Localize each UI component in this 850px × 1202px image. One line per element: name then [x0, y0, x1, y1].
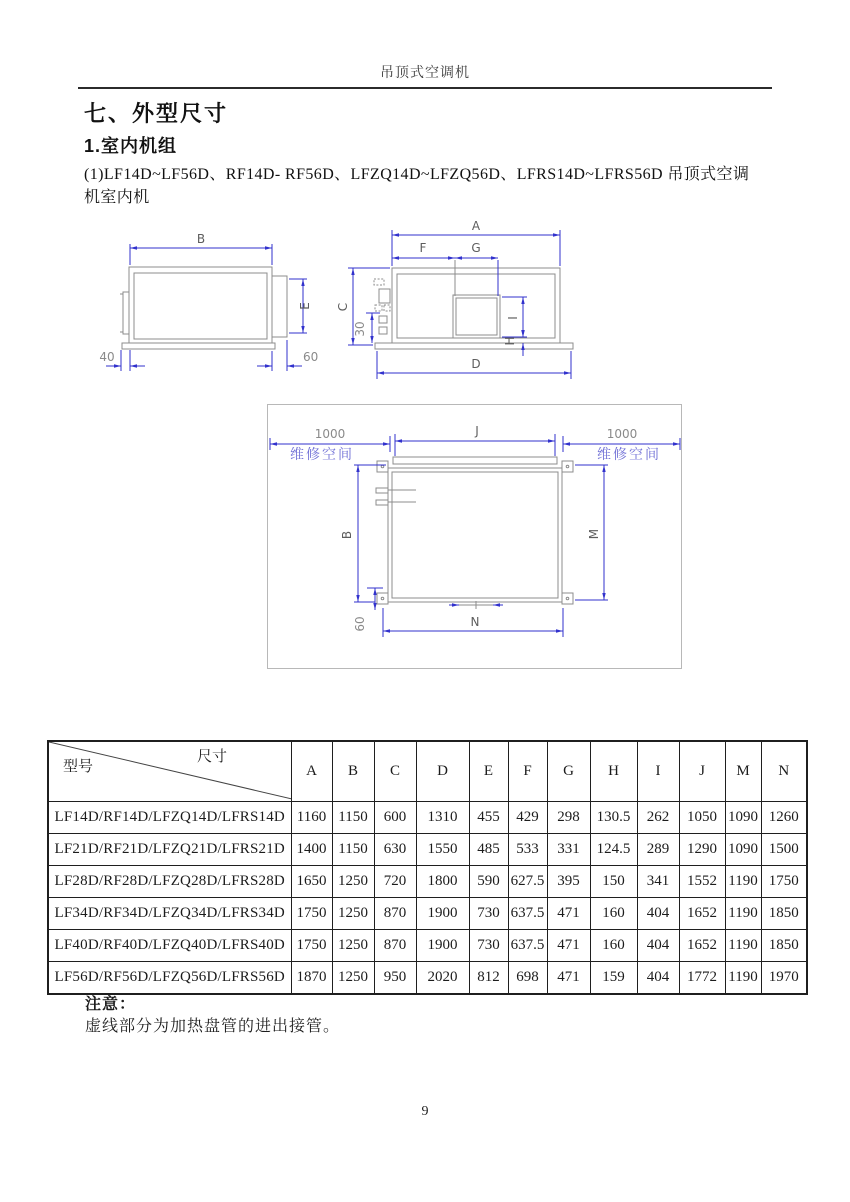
page-header: 吊顶式空调机 [380, 66, 470, 81]
table-row [48, 962, 807, 995]
table-cell: 590 [469, 866, 508, 898]
table-cell: 404 [637, 898, 679, 930]
table-cell: 1970 [761, 962, 807, 995]
table-cell: 455 [469, 802, 508, 834]
table-cell: 1250 [332, 866, 374, 898]
table-cell: 1290 [679, 834, 725, 866]
dim-label-b-side: B [196, 232, 206, 246]
table-cell: 1090 [725, 802, 761, 834]
corner-label-dimension: 尺寸 [197, 749, 228, 765]
dim-label-d: D [471, 357, 481, 371]
dim-label-i: I [506, 316, 520, 320]
table-cell: 289 [637, 834, 679, 866]
model-range-paragraph-line1: (1)LF14D~LF56D、RF14D- RF56D、LFZQ14D~LFZQ56D、LFRS14D~LFRS56D 吊顶式空调 [84, 166, 750, 183]
dim-label-a: A [471, 219, 481, 233]
table-cell: 1552 [679, 866, 725, 898]
table-cell: 1550 [416, 834, 469, 866]
table-cell: 1190 [725, 866, 761, 898]
table-row-model: LF34D/RF34D/LFZQ34D/LFRS34D [48, 898, 291, 930]
table-cell: 870 [374, 898, 416, 930]
table-cell: 429 [508, 802, 547, 834]
header-rule [78, 87, 772, 89]
service-space-label-right: 维修空间 [597, 447, 661, 463]
table-cell: 1400 [291, 834, 332, 866]
service-space-label-left: 维修空间 [290, 447, 354, 463]
table-cell: 1190 [725, 962, 761, 995]
table-cell: 130.5 [590, 802, 637, 834]
table-row [48, 866, 807, 898]
subsection-title: 1.室内机组 [84, 136, 178, 156]
table-cell: 630 [374, 834, 416, 866]
table-cell: 1652 [679, 930, 725, 962]
table-cell: 1190 [725, 898, 761, 930]
table-col-header: D [416, 741, 469, 802]
table-cell: 1250 [332, 962, 374, 995]
table-row [48, 898, 807, 930]
table-header-row [48, 741, 807, 802]
table-cell: 1190 [725, 930, 761, 962]
table-cell: 395 [547, 866, 590, 898]
table-row [48, 930, 807, 962]
table-cell: 1900 [416, 898, 469, 930]
table-cell: 159 [590, 962, 637, 995]
table-cell: 1150 [332, 802, 374, 834]
table-col-header: A [291, 741, 332, 802]
table-cell: 1750 [291, 930, 332, 962]
table-cell: 1050 [679, 802, 725, 834]
table-cell: 160 [590, 930, 637, 962]
table-col-header: H [590, 741, 637, 802]
table-col-header: M [725, 741, 761, 802]
table-cell: 812 [469, 962, 508, 995]
table-cell: 1250 [332, 898, 374, 930]
table-cell: 404 [637, 962, 679, 995]
table-cell: 1160 [291, 802, 332, 834]
dim-label-c: C [336, 302, 350, 312]
table-corner-cell [48, 741, 291, 802]
table-col-header: E [469, 741, 508, 802]
table-cell: 1090 [725, 834, 761, 866]
table-cell: 1800 [416, 866, 469, 898]
table-cell: 160 [590, 898, 637, 930]
table-row [48, 802, 807, 834]
table-cell: 331 [547, 834, 590, 866]
table-cell: 1850 [761, 930, 807, 962]
note-title: 注意： [85, 996, 137, 1013]
dim-label-m: M [587, 528, 601, 540]
table-cell: 1772 [679, 962, 725, 995]
table-col-header: B [332, 741, 374, 802]
dim-label-40: 40 [99, 350, 115, 364]
table-cell: 720 [374, 866, 416, 898]
dim-label-e: E [298, 302, 312, 310]
table-row-model: LF56D/RF56D/LFZQ56D/LFRS56D [48, 962, 291, 995]
table-cell: 471 [547, 962, 590, 995]
table-cell: 298 [547, 802, 590, 834]
dim-label-g: G [471, 241, 481, 255]
table-cell: 637.5 [508, 898, 547, 930]
table-cell: 1260 [761, 802, 807, 834]
table-cell: 471 [547, 898, 590, 930]
table-cell: 1850 [761, 898, 807, 930]
section-title: 七、外型尺寸 [84, 101, 229, 126]
table-col-header: C [374, 741, 416, 802]
table-row-model: LF21D/RF21D/LFZQ21D/LFRS21D [48, 834, 291, 866]
model-range-paragraph-line2: 机室内机 [84, 189, 150, 206]
dim-label-30: 30 [353, 321, 367, 337]
table-col-header: N [761, 741, 807, 802]
table-cell: 1900 [416, 930, 469, 962]
table-col-header: G [547, 741, 590, 802]
table-cell: 2020 [416, 962, 469, 995]
clearance-label-left: 1000 [314, 427, 346, 441]
table-cell: 730 [469, 898, 508, 930]
table-row [48, 834, 807, 866]
table-cell: 1650 [291, 866, 332, 898]
table-row-model: LF28D/RF28D/LFZQ28D/LFRS28D [48, 866, 291, 898]
table-cell: 150 [590, 866, 637, 898]
table-cell: 404 [637, 930, 679, 962]
table-col-header: F [508, 741, 547, 802]
table-row-model: LF40D/RF40D/LFZQ40D/LFRS40D [48, 930, 291, 962]
dim-label-j: J [475, 424, 479, 438]
table-cell: 600 [374, 802, 416, 834]
table-cell: 1870 [291, 962, 332, 995]
table-cell: 627.5 [508, 866, 547, 898]
table-col-header: J [679, 741, 725, 802]
table-cell: 730 [469, 930, 508, 962]
table-cell: 1250 [332, 930, 374, 962]
table-cell: 698 [508, 962, 547, 995]
dim-label-f: F [419, 241, 427, 255]
dim-label-b-top: B [340, 530, 354, 540]
table-cell: 341 [637, 866, 679, 898]
table-cell: 1310 [416, 802, 469, 834]
table-cell: 1150 [332, 834, 374, 866]
table-cell: 533 [508, 834, 547, 866]
page-number: 9 [421, 1104, 429, 1119]
table-row-model: LF14D/RF14D/LFZQ14D/LFRS14D [48, 802, 291, 834]
clearance-label-right: 1000 [606, 427, 638, 441]
table-cell: 1750 [291, 898, 332, 930]
table-cell: 262 [637, 802, 679, 834]
table-cell: 870 [374, 930, 416, 962]
dim-label-n: N [470, 615, 480, 629]
table-col-header: I [637, 741, 679, 802]
table-cell: 1652 [679, 898, 725, 930]
table-cell: 485 [469, 834, 508, 866]
table-cell: 950 [374, 962, 416, 995]
table-cell: 1750 [761, 866, 807, 898]
dimensions-table [47, 740, 808, 995]
table-cell: 124.5 [590, 834, 637, 866]
table-cell: 637.5 [508, 930, 547, 962]
dim-label-60-top: 60 [353, 616, 367, 632]
dim-label-60: 60 [303, 350, 319, 364]
top-view-drawing [265, 400, 687, 674]
table-cell: 471 [547, 930, 590, 962]
front-view-drawing [95, 212, 720, 404]
dim-label-h: H [503, 336, 517, 346]
note-body: 虚线部分为加热盘管的进出接管。 [85, 1018, 341, 1035]
corner-label-model: 型号 [63, 759, 94, 775]
table-cell: 1500 [761, 834, 807, 866]
